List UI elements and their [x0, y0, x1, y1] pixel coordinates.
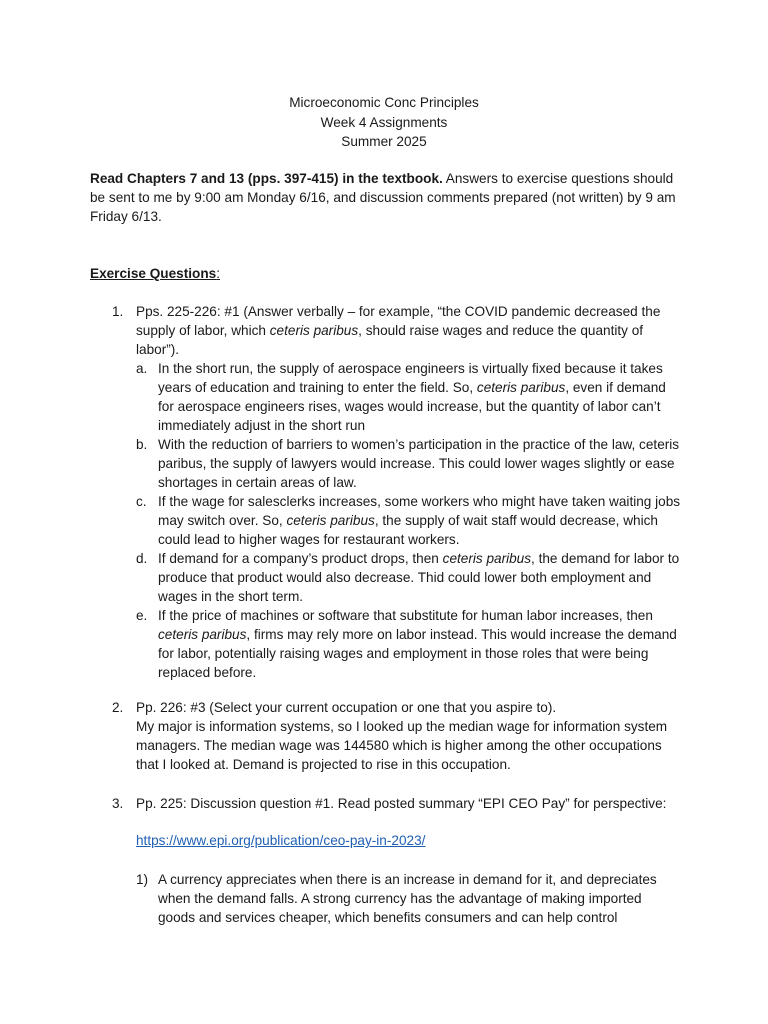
question-2: [112, 698, 682, 774]
answer-italic: ceteris paribus: [442, 551, 532, 566]
question-3-prompt: Pp. 225: Discussion question #1. Read posted summary “EPI CEO Pay” for perspective:: [136, 796, 667, 811]
answer-text: If the wage for salesclerks increases, some workers who might have taken waiting jobs may switch over. So,: [158, 494, 681, 528]
intro-paragraph: [90, 169, 682, 226]
question-1: [112, 302, 682, 682]
intro-text: Answers to exercise questions should be sent to me by 9:00 am Monday 6/16, and discussion comments prepared (not written) by 9 am Friday 6/13.: [90, 171, 676, 224]
answer-italic: ceteris paribus: [476, 380, 566, 395]
document-header: [0, 93, 768, 152]
answer-d: [136, 549, 682, 606]
answer-letter: d.: [136, 551, 148, 566]
answer-letter: a.: [136, 361, 148, 376]
answer-text-end: , firms may rely more on labor instead. This would increase the demand for labor, potentially raising wages and employment in those roles that were being replaced before.: [158, 627, 677, 680]
question-3-answer-1: [136, 870, 682, 927]
prompt-text-end: , should raise wages and reduce the quantity of labor”).: [136, 323, 644, 357]
answer-text: If demand for a company’s product drops, then: [158, 551, 443, 566]
prompt-text: Pps. 225-226: #1 (Answer verbally – for example, “the COVID pandemic decreased the supply of labor, which: [136, 304, 661, 338]
answer-number: 1): [136, 872, 149, 887]
answer-text: With the reduction of barriers to women’s participation in the practice of the law, ceteris paribus, the supply of lawyers would increase. This could lower wages slightly or ease shortages in certain areas of law.: [158, 437, 680, 490]
answer-letter: e.: [136, 608, 148, 623]
intro-bold: Read Chapters 7 and 13 (pps. 397-415) in the textbook.: [90, 171, 443, 186]
question-2-prompt: Pp. 226: #3 (Select your current occupation or one that you aspire to).: [136, 700, 557, 715]
section-title: [90, 264, 220, 283]
answer-text: A currency appreciates when there is an increase in demand for it, and depreciates when the demand falls. A strong currency has the advantage of making imported goods and services cheaper, which benefits consumers and can help control: [158, 872, 657, 925]
question-number: 1.: [112, 304, 124, 319]
answer-letter: c.: [136, 494, 147, 509]
question-2-answer: My major is information systems, so I looked up the median wage for information system managers. The median wage was 144580 which is higher among the other occupations that I looked at. Demand is projected to rise in this occupation.: [136, 719, 668, 772]
answer-text: If the price of machines or software that substitute for human labor increases, then: [158, 608, 653, 623]
question-3: [112, 794, 682, 850]
answer-c: [136, 492, 682, 549]
term-title: Summer 2025: [341, 134, 427, 149]
section-title-text: Exercise Questions: [90, 266, 217, 281]
answer-letter: b.: [136, 437, 148, 452]
section-colon: :: [216, 266, 220, 281]
answer-italic: ceteris paribus: [158, 627, 247, 642]
epi-ceo-pay-link[interactable]: https://www.epi.org/publication/ceo-pay-in-2023/: [136, 833, 426, 848]
answer-a: [136, 359, 682, 435]
question-number: 2.: [112, 700, 124, 715]
question-1-prompt: [136, 302, 682, 359]
answer-text: In the short run, the supply of aerospace engineers is virtually fixed because it takes years of education and training to enter the field. So,: [158, 361, 663, 395]
answer-italic: ceteris paribus: [286, 513, 375, 528]
question-number: 3.: [112, 796, 124, 811]
course-title: Microeconomic Conc Principles: [289, 95, 479, 110]
answer-text-end: , the demand for labor to produce that product would also decrease. Thid could lower both employment and wages in the short term.: [158, 551, 680, 604]
answer-e: [136, 606, 682, 682]
answer-b: [136, 435, 682, 492]
prompt-italic: ceteris paribus: [269, 323, 359, 338]
answer-text-end: , even if demand for aerospace engineers rises, wages would increase, but the quantity of labor can’t immediately adjust in the short run: [158, 380, 666, 433]
answer-text-end: , the supply of wait staff would decrease, which could lead to higher wages for restaurant workers.: [158, 513, 658, 547]
week-title: Week 4 Assignments: [320, 114, 448, 130]
